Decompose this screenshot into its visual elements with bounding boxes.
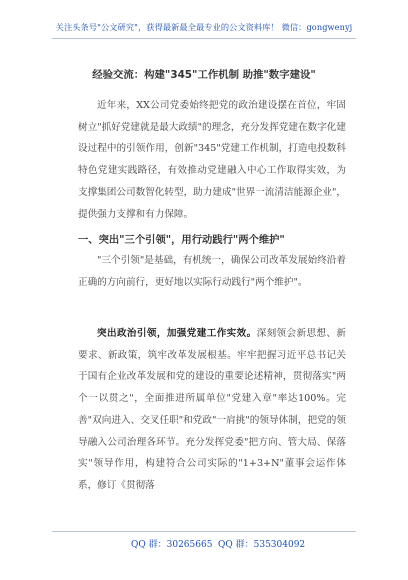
footer-qq-left: QQ 群：30265665 xyxy=(131,540,213,550)
footer-qq-right: QQ 群：535304092 xyxy=(218,540,306,550)
document-title: 经验交流：构建"345"工作机制 助推"数字建设" xyxy=(92,69,316,81)
section-1-paragraph: "三个引领"是基础，有机统一，确保公司改革发展始终沿着正确的方向前行，更好地以实际行动践行"两个维护"。 xyxy=(78,255,346,288)
section-1-subsection xyxy=(78,323,346,497)
intro-paragraph: 近年来，XX公司党委始终把党的政治建设摆在首位，牢固树立"抓好党建就是最大政绩"的理念，充分发挥党建在数字化建设过程中的引领作用，创新"345"党建工作机制，打造电投数科特色党建实践路径，有效推动党建融入中心工作取得实效，为支撑集团公司数智化转型，助力建成"世界一流清洁能源企业"，提供强力支撑和有力保障。 xyxy=(78,100,346,220)
header-divider xyxy=(52,38,356,39)
header-note: 关注头条号"公文研究"，获得最新最全最专业的公文资料库！ 微信：gongwenyj xyxy=(55,22,353,32)
subsection-lead: 突出政治引领，加强党建工作实效。 xyxy=(97,328,257,339)
section-1-heading: 一、突出"三个引领"，用行动践行"两个维护" xyxy=(78,234,285,246)
subsection-text: 深刻领会新思想、新要求、新政策，筑牢改革发展根基。牢牢把握习近平总书记关于国有企业改革发展和党的建设的重要论述精神，贯彻落实"两个一以贯之"，全面推进所属单位"党建入章"率达100%。完善"双向进入、交叉任职"和党政"一肩挑"的领导体制，把党的领导融入公司治理各环节。充分发挥党委"把方向、管大局、保落实"领导作用，构建符合公司实际的"1+3+N"董事会运作体系，修订《贯彻落 xyxy=(78,328,347,491)
footer-divider xyxy=(52,531,356,532)
